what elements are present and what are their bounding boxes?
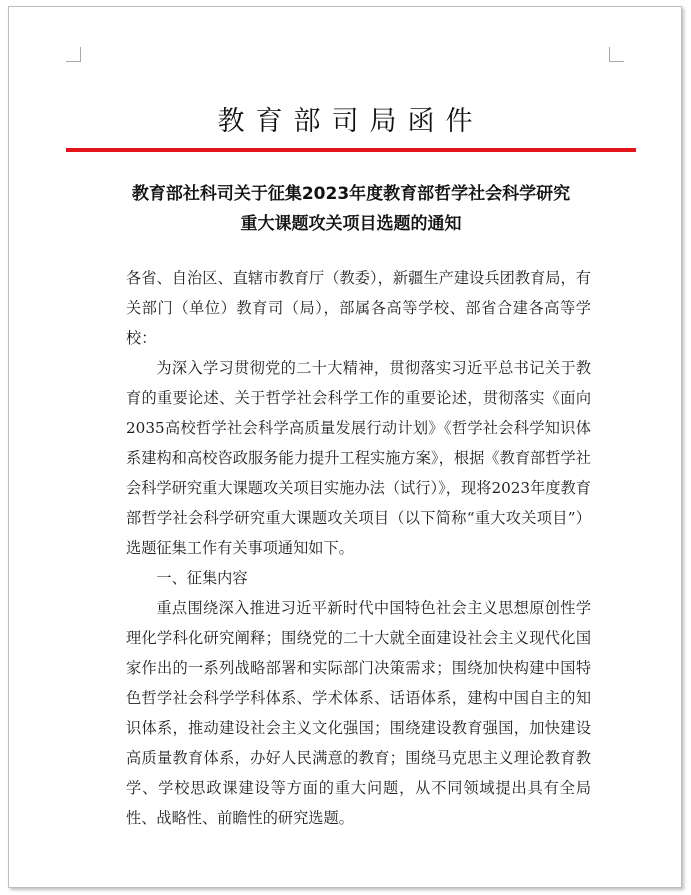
salutation-paragraph: 各省、自治区、直辖市教育厅（教委），新疆生产建设兵团教育局，有关部门（单位）教育司（局），部属各高等学校、部省合建各高等学校： bbox=[126, 269, 591, 347]
document-body bbox=[126, 263, 591, 833]
letterhead: 教育部司局函件 bbox=[217, 106, 484, 137]
intro-paragraph: 为深入学习贯彻党的二十大精神，贯彻落实习近平总书记关于教育的重要论述、关于哲学社会科学工作的重要论述，贯彻落实《面向2035高校哲学社会科学高质量发展行动计划》《哲学社会科学知识体系建构和高校咨政服务能力提升工程实施方案》，根据《教育部哲学社会科学研究重大课题攻关项目实施办法（试行）》，现将2023年度教育部哲学社会科学研究重大课题攻关项目（以下简称“重大攻关项目”）选题征集工作有关事项通知如下。 bbox=[126, 359, 591, 557]
title-line-2: 重大课题攻关项目选题的通知 bbox=[240, 214, 462, 234]
crop-mark-top-left bbox=[66, 47, 81, 62]
content-paragraph: 重点围绕深入推进习近平新时代中国特色社会主义思想原创性学理化学科化研究阐释；围绕党的二十大就全面建设社会主义现代化国家作出的一系列战略部署和实际部门决策需求；围绕加快构建中国特色哲学社会科学学科体系、学术体系、话语体系，建构中国自主的知识体系，推动建设社会主义文化强国；围绕建设教育强国，加快建设高质量教育体系，办好人民满意的教育；围绕马克思主义理论教育教学、学校思政课建设等方面的重大问题，从不同领域提出具有全局性、战略性、前瞻性的研究选题。 bbox=[126, 599, 591, 827]
red-rule bbox=[66, 148, 636, 152]
document-title bbox=[69, 179, 633, 239]
title-line-1: 教育部社科司关于征集2023年度教育部哲学社会科学研究 bbox=[131, 184, 571, 204]
document-page bbox=[8, 6, 682, 888]
crop-mark-top-right bbox=[609, 47, 624, 62]
section-heading: 一、征集内容 bbox=[156, 569, 248, 587]
